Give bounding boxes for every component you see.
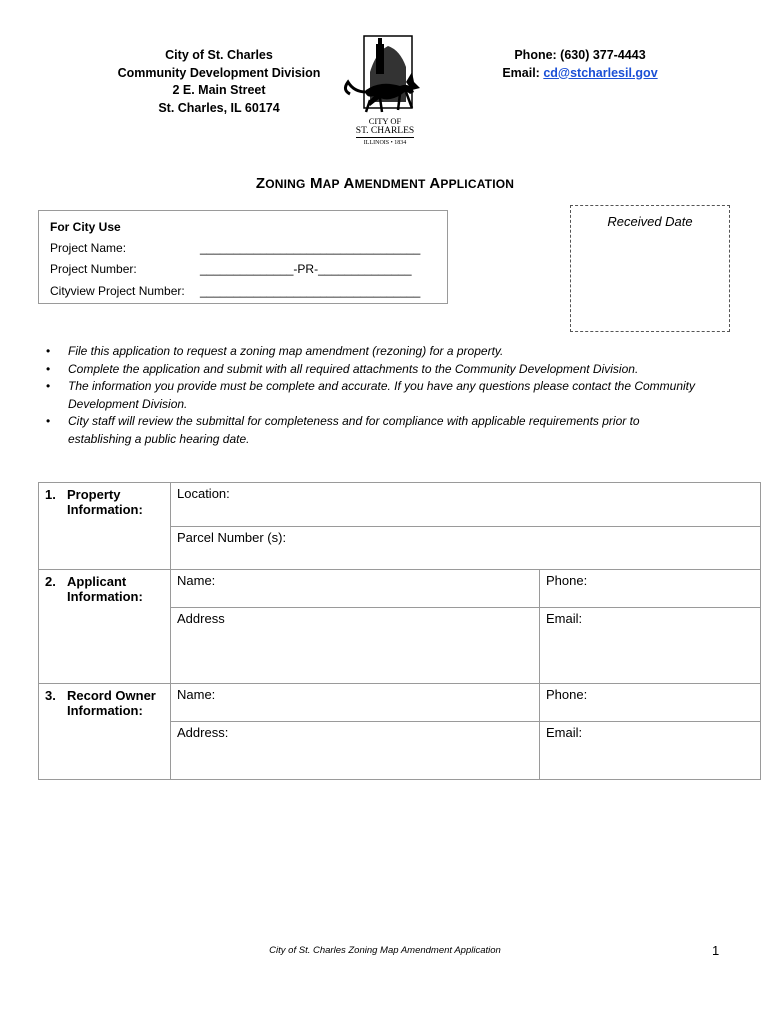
logo-text-st-charles: ST. CHARLES [355, 126, 415, 136]
section-applicant: 2. Applicant Information: [39, 570, 171, 684]
cityview-number-field[interactable]: _________________________________ [200, 284, 421, 298]
received-date-label: Received Date [607, 214, 693, 229]
owner-name-field[interactable] [171, 684, 540, 722]
city-use-box [38, 210, 448, 304]
cityview-number-label: Cityview Project Number: [50, 284, 185, 298]
city-state-zip: St. Charles, IL 60174 [158, 100, 280, 115]
owner-phone-field[interactable] [540, 684, 761, 722]
received-date-box[interactable] [570, 205, 730, 332]
owner-name-label: Name: [177, 687, 216, 702]
phone-number: Phone: (630) 377-4443 [514, 48, 646, 62]
project-name-field[interactable]: _________________________________ [200, 241, 421, 255]
parcel-number-field[interactable] [171, 527, 761, 570]
project-name-label: Project Name: [50, 241, 127, 255]
street-address: 2 E. Main Street [172, 83, 266, 97]
page-title: ZONING MAP AMENDMENT APPLICATION [255, 175, 515, 192]
project-number-field[interactable]: ______________-PR-______________ [200, 262, 412, 276]
applicant-phone-field[interactable] [540, 570, 761, 608]
list-item: • The information you provide must be complete and accurate. If you have any questions please contact the Community Development Division. [46, 378, 706, 413]
location-label: Location: [177, 486, 230, 501]
email-line [480, 65, 680, 83]
location-field[interactable] [171, 483, 761, 527]
city-use-heading: For City Use [50, 220, 121, 234]
owner-email-label: Email: [546, 725, 583, 740]
page-footer: City of St. Charles Zoning Map Amendment Application [269, 945, 501, 956]
list-item: • City staff will review the submittal for completeness and for compliance with applicable requirements prior to establishing a public hearing date. [46, 413, 706, 448]
applicant-email-label: Email: [546, 611, 583, 626]
logo-text-city-of: CITY OF [368, 116, 402, 126]
section-property: 1. Property Information: [39, 483, 171, 570]
application-form-table [38, 482, 761, 780]
owner-address-field[interactable] [171, 722, 540, 780]
email-link[interactable]: cd@stcharlesil.gov [543, 65, 658, 80]
list-item: • Complete the application and submit with all required attachments to the Community Development Division. [46, 361, 706, 379]
city-logo [340, 32, 430, 152]
instructions-list [46, 343, 706, 448]
applicant-address-field[interactable] [171, 608, 540, 684]
email-label: Email: [502, 65, 544, 80]
owner-address-label: Address: [177, 725, 229, 740]
list-item: • File this application to request a zoning map amendment (rezoning) for a property. [46, 343, 706, 361]
contact-info [480, 47, 680, 82]
office-address [104, 47, 334, 117]
office-name: City of St. Charles [165, 48, 273, 62]
logo-text-illinois: ILLINOIS • 1834 [363, 140, 407, 146]
applicant-name-field[interactable] [171, 570, 540, 608]
page-number: 1 [712, 943, 720, 958]
owner-email-field[interactable] [540, 722, 761, 780]
applicant-email-field[interactable] [540, 608, 761, 684]
applicant-name-label: Name: [177, 573, 216, 588]
owner-phone-label: Phone: [546, 687, 588, 702]
division-name: Community Development Division [117, 65, 321, 80]
section-record-owner: 3. Record Owner Information: [39, 684, 171, 780]
parcel-number-label: Parcel Number (s): [177, 530, 287, 545]
project-number-label: Project Number: [50, 262, 137, 276]
applicant-phone-label: Phone: [546, 573, 588, 588]
applicant-address-label: Address [177, 611, 225, 626]
